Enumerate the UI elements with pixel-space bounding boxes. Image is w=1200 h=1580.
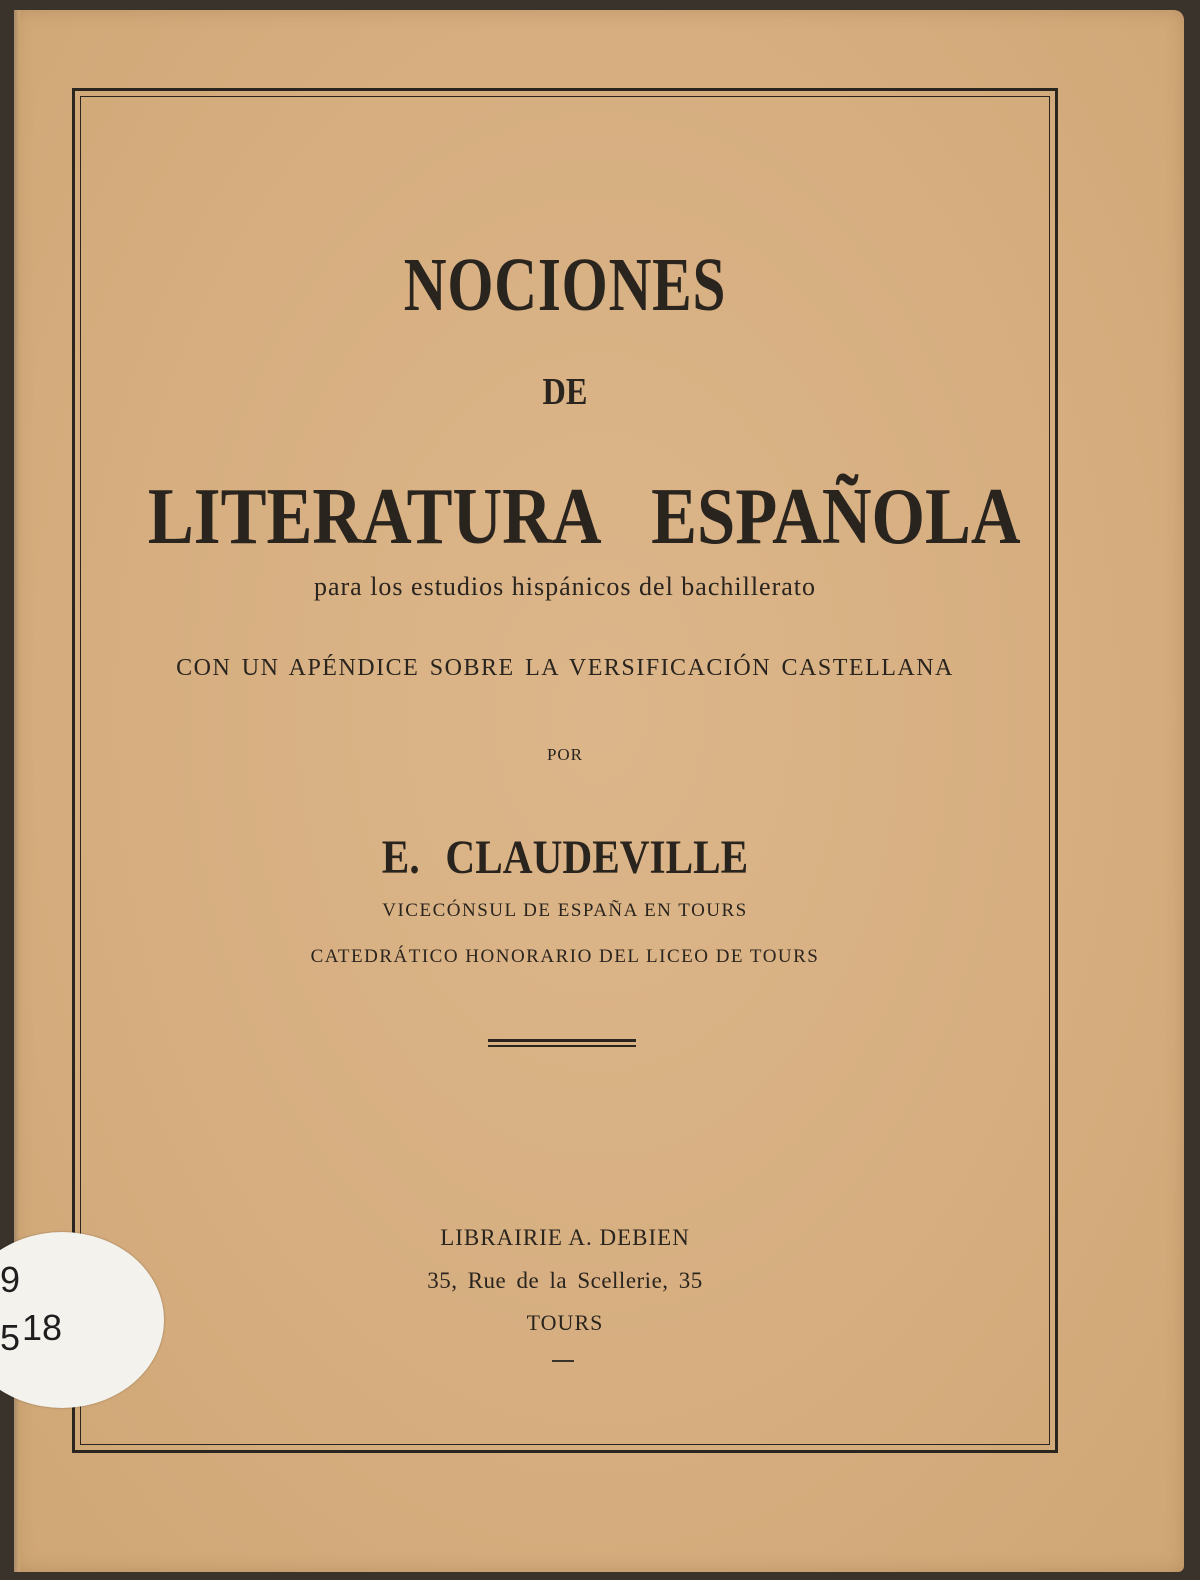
closing-dash <box>552 1360 574 1362</box>
ornamental-rule-thick <box>488 1039 636 1042</box>
publisher-city: TOURS <box>526 1310 604 1335</box>
author-name: E. CLAUDEVILLE <box>381 831 749 884</box>
title: NOCIONES <box>403 243 727 327</box>
label-line-2: 5 <box>0 1317 21 1358</box>
by-label: POR <box>546 745 584 764</box>
ornamental-rule-thin <box>488 1045 636 1047</box>
author-role-1: VICECÓNSUL DE ESPAÑA EN TOURS <box>382 900 748 921</box>
publisher-name: LIBRAIRIE A. DEBIEN <box>440 1225 690 1250</box>
publisher-address: 35, Rue de la Scellerie, 35 <box>427 1268 703 1293</box>
author-role-2: CATEDRÁTICO HONORARIO DEL LICEO DE TOURS <box>310 946 820 967</box>
title-connector: DE <box>542 371 588 413</box>
label-line-1: 9 <box>0 1259 21 1300</box>
title-main: LITERATURA ESPAÑOLA <box>147 473 1021 561</box>
label-line-2b: 18 <box>22 1307 63 1348</box>
subtitle: para los estudios hispánicos del bachillerato <box>313 572 817 601</box>
appendix-note: CON UN APÉNDICE SOBRE LA VERSIFICACIÓN CASTELLANA <box>176 655 954 681</box>
